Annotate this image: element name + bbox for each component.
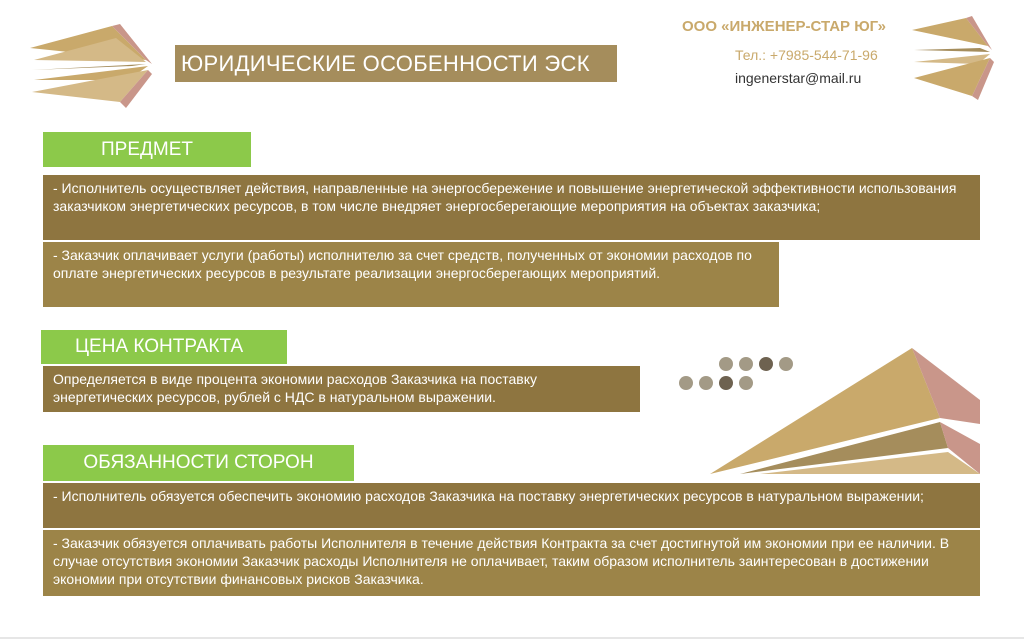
dot-5: [679, 376, 693, 390]
subject-item-1-text: - Исполнитель осуществляет действия, направленные на энергосбережение и повышение энергетической эффективности использования заказчиком энергетических ресурсов, в том числе внедряет энергосберегающие мероприятия на объектах заказчика;: [53, 180, 957, 214]
subject-item-2-text: - Заказчик оплачивает услуги (работы) исполнителю за счет средств, полученных от экономии расходов по оплате энергетических ресурсов в результате реализации энергосберегающих мероприятий.: [53, 247, 752, 281]
section-obligations-heading: [43, 445, 354, 481]
obligations-item-1: [43, 483, 980, 528]
section-subject-heading: [43, 132, 251, 167]
pyramid-logo-right: [910, 16, 994, 102]
price-item-1: [43, 366, 640, 412]
page-title: ЮРИДИЧЕСКИЕ ОСОБЕННОСТИ ЭСК: [175, 45, 617, 82]
price-item-1-text: Определяется в виде процента экономии расходов Заказчика на поставку энергетических ресурсов, рублей с НДС в натуральном выражении.: [53, 371, 537, 405]
company-email[interactable]: ingenerstar@mail.ru: [735, 70, 862, 86]
section-obligations-heading-text: ОБЯЗАННОСТИ СТОРОН: [83, 452, 314, 473]
section-price-heading-text: ЦЕНА КОНТРАКТА: [75, 336, 244, 357]
obligations-item-2-text: - Заказчик обязуется оплачивать работы Исполнителя в течение действия Контракта за счет достигнутой им экономии при ее наличии. В случае отсутствия экономии Заказчик расходы Исполнителя не оплачивает, таким образом исполнитель заинтересован в достижении экономии при отсутствии финансовых рисков Заказчика.: [53, 535, 950, 587]
pyramid-logo-left: [28, 22, 158, 112]
section-subject-heading-text: ПРЕДМЕТ: [101, 139, 193, 160]
company-name: ООО «ИНЖЕНЕР-СТАР ЮГ»: [682, 18, 886, 35]
pyramid-graphic-large: [700, 340, 982, 476]
obligations-item-1-text: - Исполнитель обязуется обеспечить экономию расходов Заказчика на поставку энергетических ресурсов в натуральном выражении;: [53, 488, 924, 504]
subject-item-1: [43, 175, 980, 240]
obligations-item-2: [43, 530, 980, 596]
section-price-heading: [41, 330, 287, 364]
company-phone: Тел.: +7985-544-71-96: [735, 47, 878, 63]
subject-item-2: [43, 242, 779, 307]
